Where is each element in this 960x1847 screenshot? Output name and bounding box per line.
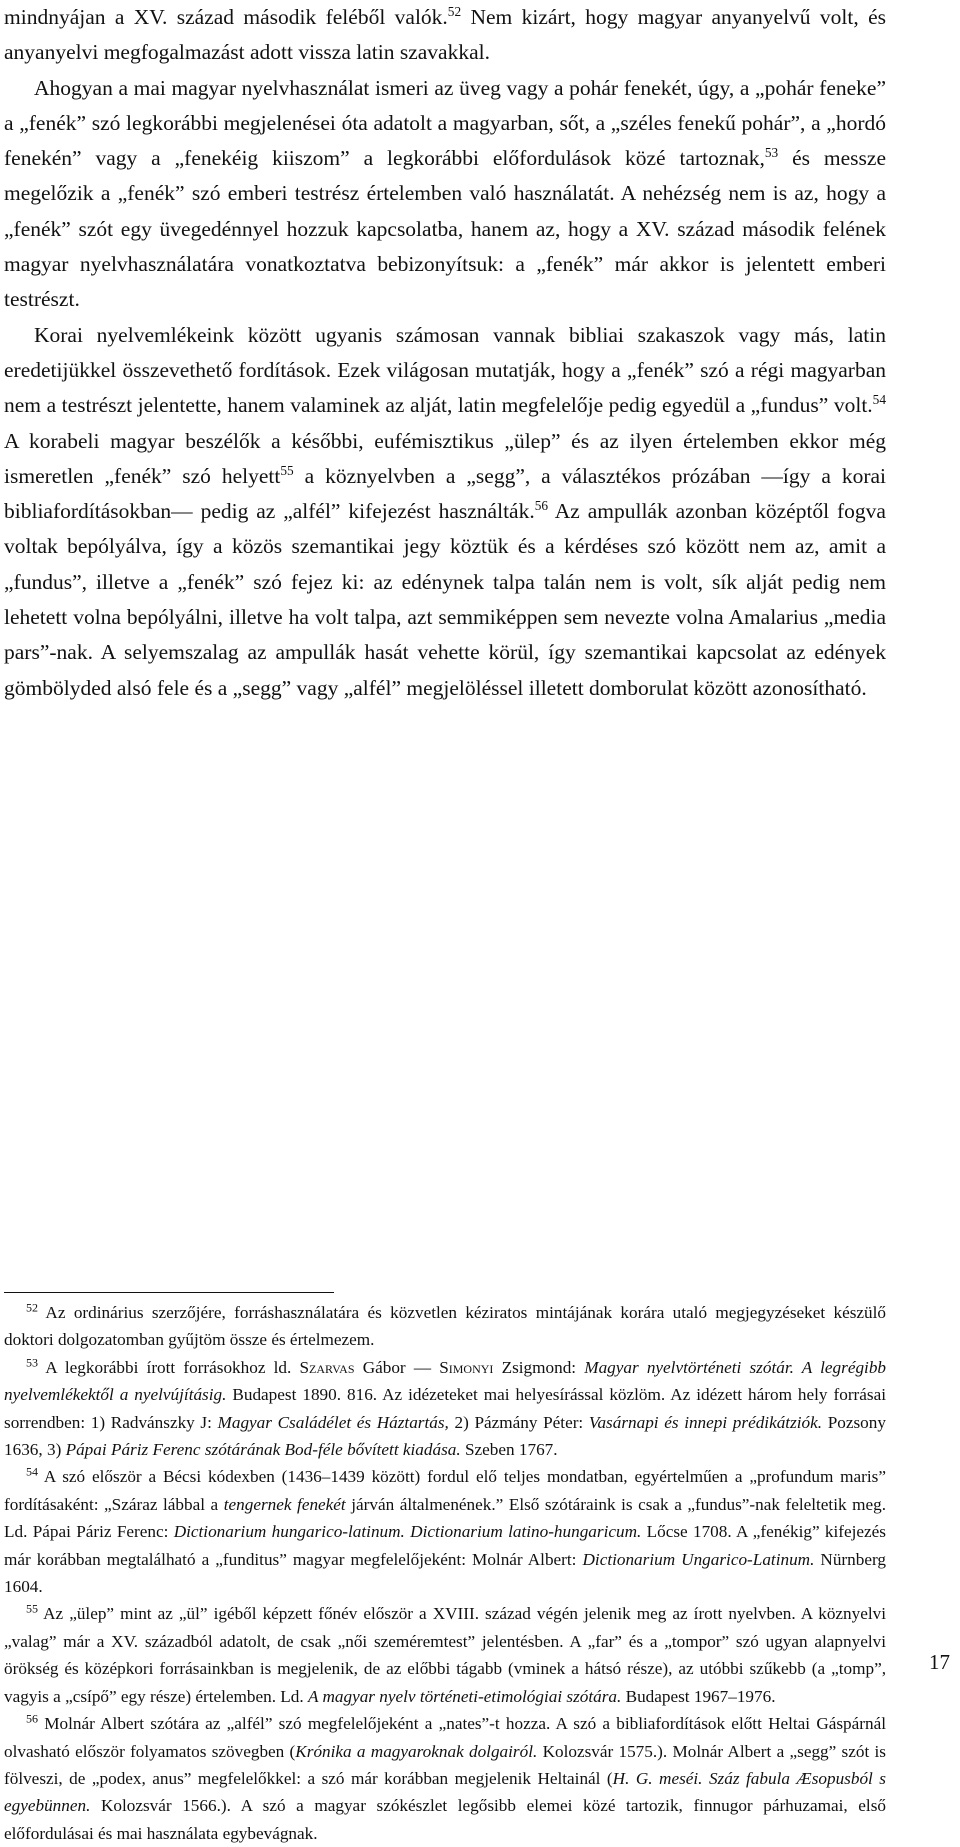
- footnote-text: Az „ülep” mint az „ül” igéből képzett főnév először a XVIII. század végén jelenik meg az írott nyelvben. A köznyelvi „valag” már a XV. századból adatolt, de csak „női szeméremtest” jelentésben. A „far” és a „tompor” szó ugyan alapnyelvi örökség és középkori forrásainkban is megjelenik, de az előbbi tágabb (vminek a hátsó része), az utóbbi szűkebb (a „tomp”, vagyis a „csípő” egy része) értelemben. Ld.: [4, 1604, 886, 1706]
- footnote-text: Pozsony 1636, 3): [4, 1412, 886, 1460]
- footnote-text: A legkorábbi írott forrásokhoz ld.: [38, 1357, 300, 1377]
- text-run: A korabeli magyar beszélők a későbbi, eufémisztikus „ülep” és az ilyen értelemben ekkor még ismeretlen „fenék” szó helyett: [4, 428, 886, 488]
- footnotes: [4, 1299, 886, 1847]
- page-number: 17: [929, 1650, 950, 1674]
- footnote-text: Az ordinárius szerzőjére, forráshasználatára és közvetlen kéziratos mintájának korára utaló megjegyzéseket készülő doktori dolgozatomban gyűjtöm össze és értelmezem.: [4, 1303, 886, 1350]
- footnote-ref-55[interactable]: 55: [280, 462, 294, 478]
- footnote-ref-56[interactable]: 56: [534, 497, 549, 513]
- text-run: Ahogyan a mai magyar nyelvhasználat ismeri az üveg vagy a pohár fenekét, úgy, a „pohár feneke” a „fenék” szó legkorábbi megjelenései óta adatolt a magyarban, sőt, a „széles fenekű pohár”, a „hordó fenekén” vagy a „fenekéig kiiszom” a legkorábbi előfordulások közé tartoznak,: [4, 75, 886, 171]
- footnote-text: Szeben 1767.: [460, 1440, 558, 1460]
- text-run: a köznyelvben a „segg”, a választékos prózában —így a korai bibliafordításokban— pedig az „alfél” kifejezést használták.: [4, 463, 886, 524]
- text-run: mindnyájan a XV. század második feléből valók.: [4, 5, 448, 29]
- footnote-text: Budapest 1890. 816. Az idézeteket mai helyesírással közlöm. Az idézett három hely forrásai sorrendben: 1) Radvánszky J:: [4, 1385, 886, 1432]
- quoted-phrase: tengernek fenekét: [223, 1494, 346, 1514]
- footnote-text: Molnár Albert szótára az „alfél” szó megfelelőjeként a „nates”-t hozza. A szó a bibliafordítások előtt Heltai Gáspárnál olvasható először folyamatos szövegben (: [4, 1714, 886, 1761]
- footnote-52: [4, 1299, 886, 1354]
- book-title: A magyar nyelv történeti-etimológiai szótára.: [308, 1686, 622, 1706]
- paragraph-2: [4, 71, 886, 318]
- text-run: Nem kizárt, hogy magyar anyanyelvű volt, és anyanyelvi megfogalmazást adott vissza latin szavakkal.: [4, 5, 886, 65]
- footnote-text: Budapest 1967–1976.: [621, 1686, 776, 1706]
- text-run: Korai nyelvemlékeink között ugyanis számosan vannak bibliai szakaszok vagy más, latin eredetijükkel összevethető fordítások. Ezek világosan mutatják, hogy a „fenék” szó a régi magyarban nem a testrészt jelentette, hanem valaminek az alját, latin megfelelője pedig egyedül a „fundus” volt.: [4, 322, 886, 418]
- footnote-text: Kolozsvár 1566.). A szó a magyar szókészlet legősibb elemei közé tartozik, finnugor párhuzamai, első előfordulásai és mai használata egybevágnak.: [4, 1796, 886, 1843]
- footnote-separator: [4, 1292, 334, 1293]
- book-title: Magyar nyelvtörténeti szótár. A legrégibb nyelvemlékektől a nyelvújításig.: [4, 1357, 887, 1405]
- footnote-text: Gábor —: [354, 1357, 440, 1377]
- footnote-text: 2) Pázmány Péter:: [448, 1412, 589, 1432]
- paragraph-1: [4, 0, 886, 71]
- footnote-ref-53[interactable]: 53: [764, 144, 779, 160]
- book-title: Vasárnapi és innepi prédikátziók.: [588, 1412, 823, 1432]
- footnote-number: 54: [26, 1464, 39, 1479]
- main-text: [4, 0, 886, 706]
- book-title: Dictionarium hungarico-latinum. Dictionarium latino-hungaricum.: [173, 1522, 642, 1542]
- book-title: Krónika a magyaroknak dolgairól.: [295, 1741, 538, 1761]
- book-title: Dictionarium Ungarico-Latinum.: [582, 1549, 815, 1569]
- footnote-text: járván általmenének.” Első szótáraink is csak a „fundus”-nak feleltetik meg. Ld. Pápai Páriz Ferenc:: [4, 1494, 886, 1542]
- paragraph-3: [4, 318, 886, 706]
- footnote-number: 53: [26, 1355, 39, 1370]
- footnote-text: A szó először a Bécsi kódexben (1436–1439 között) fordul elő teljes mondatban, egyértelműen a „profundum maris” fordításaként: „Száraz lábbal a: [4, 1467, 886, 1514]
- footnote-number: 55: [26, 1601, 39, 1616]
- book-title: Pápai Páriz Ferenc szótárának Bod-féle bővített kiadása.: [65, 1440, 461, 1460]
- text-run: és messze megelőzik a „fenék” szó emberi testrész értelemben való használatát. A nehézség nem is az, hogy a „fenék” szót egy üvegedénnyel hozzuk kapcsolatba, hanem az, hogy a XV. század második felének magyar nyelvhasználatára vonatkoztatva bebizonyítsuk: a „fenék” már akkor is jelentett emberi testrészt.: [4, 146, 886, 312]
- footnote-ref-52[interactable]: 52: [447, 3, 462, 19]
- author-name: Simonyi: [439, 1357, 494, 1377]
- footnote-55: [4, 1600, 886, 1710]
- footnote-53: [4, 1354, 886, 1464]
- footnote-text: Nürnberg 1604.: [4, 1549, 886, 1597]
- footnote-text: Kolozsvár 1575.). Molnár Albert a „segg” szót is fölveszi, de „podex, anus” megfelelőkkel: a szó már korábban megjelenik Heltainál (: [4, 1741, 886, 1788]
- author-name: Szarvas: [299, 1357, 355, 1377]
- book-title: H. G. meséi. Száz fabula Æsopusból s egyebünnen.: [4, 1768, 886, 1816]
- footnote-54: [4, 1463, 886, 1600]
- footnote-56: [4, 1710, 886, 1847]
- book-title: Magyar Családélet és Háztartás,: [217, 1412, 449, 1432]
- footnote-number: 56: [26, 1711, 39, 1726]
- footnote-ref-54[interactable]: 54: [872, 392, 886, 408]
- text-run: Az ampullák azonban középtől fogva voltak bepólyálva, így a közös szemantikai jegy köztük és a kérdéses szó között nem az, amit a „fundus”, illetve a „fenék” szó fejez ki: az edénynek talpa talán nem is volt, sík alját pedig nem lehetett volna bepólyálni, illetve ha volt talpa, azt semmiképpen sem nevezte volna Amalarius „media pars”-nak. A selyemszalag az ampullák hasát vehette körül, így szemantikai kapcsolat az edények gömbölyded alsó fele és a „segg” vagy „alfél” megjelöléssel illetett domborulat között azonosítható.: [4, 499, 886, 700]
- footnote-text: Lőcse 1708. A „fenékig” kifejezés már korábban megtalálható a „funditus” magyar megfelelőjeként: Molnár Albert:: [4, 1522, 886, 1569]
- footnote-text: Zsigmond:: [493, 1357, 585, 1377]
- footnote-number: 52: [26, 1300, 39, 1315]
